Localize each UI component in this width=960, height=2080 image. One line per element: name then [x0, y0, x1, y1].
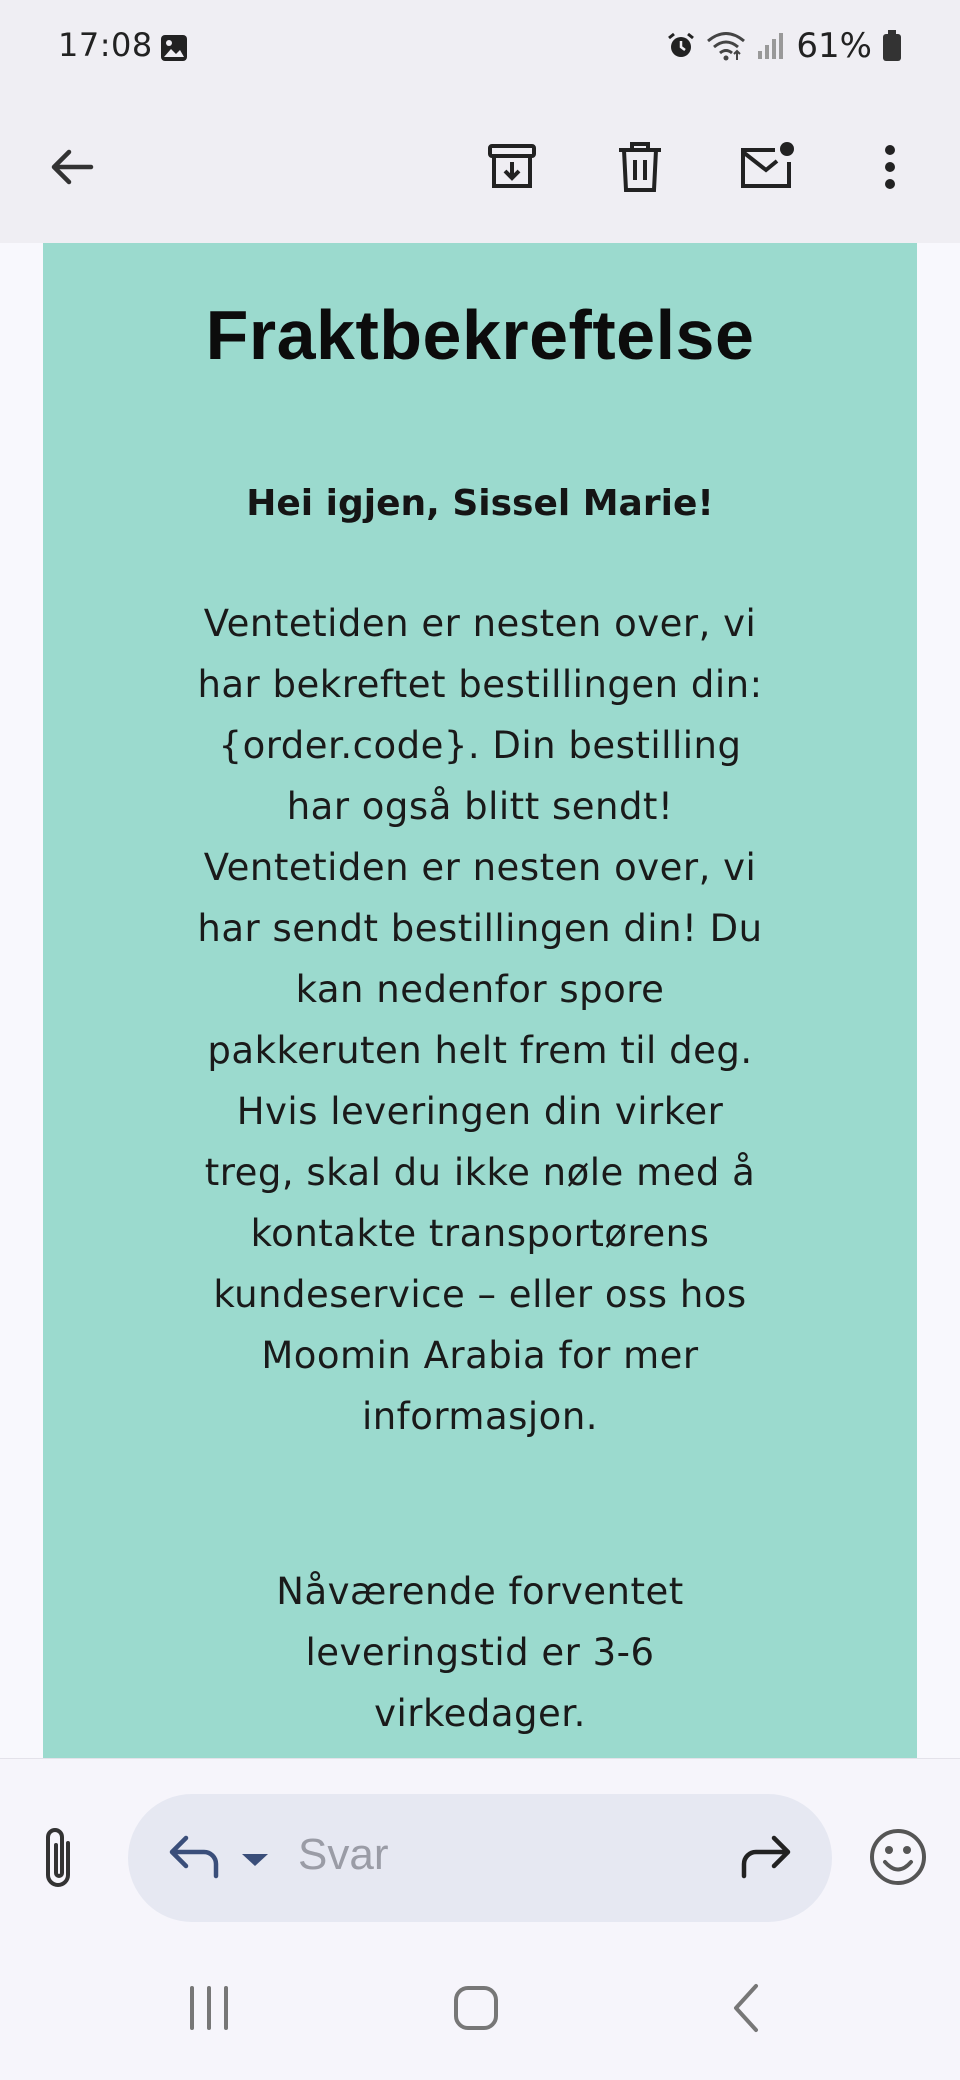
reply-icon[interactable]	[164, 1830, 224, 1886]
delete-icon	[615, 140, 665, 194]
gallery-icon	[160, 34, 188, 62]
back-arrow-icon	[47, 142, 97, 192]
back-nav-icon[interactable]	[712, 1973, 782, 2043]
home-icon[interactable]	[441, 1973, 511, 2043]
attachment-icon[interactable]	[34, 1823, 90, 1893]
recent-apps-icon[interactable]	[174, 1973, 244, 2043]
battery-percentage: 61%	[796, 26, 872, 66]
status-bar	[0, 0, 960, 95]
reply-bar	[0, 1758, 960, 1934]
archive-icon	[485, 140, 539, 194]
alarm-icon	[666, 31, 696, 61]
archive-button[interactable]	[470, 125, 554, 209]
status-time: 17:08	[58, 26, 153, 64]
app-bar	[0, 95, 960, 243]
emoji-icon[interactable]	[868, 1827, 928, 1887]
battery-icon	[882, 30, 902, 62]
forward-icon[interactable]	[736, 1830, 796, 1886]
delivery-info: Nåværende forventet leveringstid er 3-6 virkedager.	[276, 1570, 684, 1735]
more-options-button[interactable]	[848, 125, 932, 209]
reply-placeholder: Svar	[298, 1830, 389, 1879]
mark-unread-button[interactable]	[725, 125, 809, 209]
email-body: Ventetiden er nesten over, vi har bekreftet bestillingen din: {order.code}. Din bestilling har også blitt sendt! Ventetiden er nesten over, vi har sendt bestillingen din! Du kan nedenfor spore pakkeruten helt frem til deg. Hvis leveringen din virker treg, skal du ikke nøle med å kontakte transportørens kundeservice – eller oss hos Moomin Arabia for mer informasjon.	[197, 602, 763, 1438]
email-content[interactable]	[0, 243, 960, 1758]
reply-field[interactable]	[128, 1794, 832, 1922]
chevron-down-icon[interactable]	[240, 1852, 270, 1868]
email-card	[43, 243, 917, 1758]
signal-icon	[756, 31, 786, 61]
email-greeting: Hei igjen, Sissel Marie!	[246, 483, 714, 524]
delete-button[interactable]	[598, 125, 682, 209]
wifi-icon	[706, 31, 746, 61]
back-button[interactable]	[30, 125, 114, 209]
navigation-bar	[0, 1933, 960, 2080]
more-vert-icon	[880, 142, 900, 192]
status-icons	[666, 24, 902, 68]
email-title: Fraktbekreftelse	[205, 296, 755, 374]
mark-unread-icon	[737, 140, 797, 194]
